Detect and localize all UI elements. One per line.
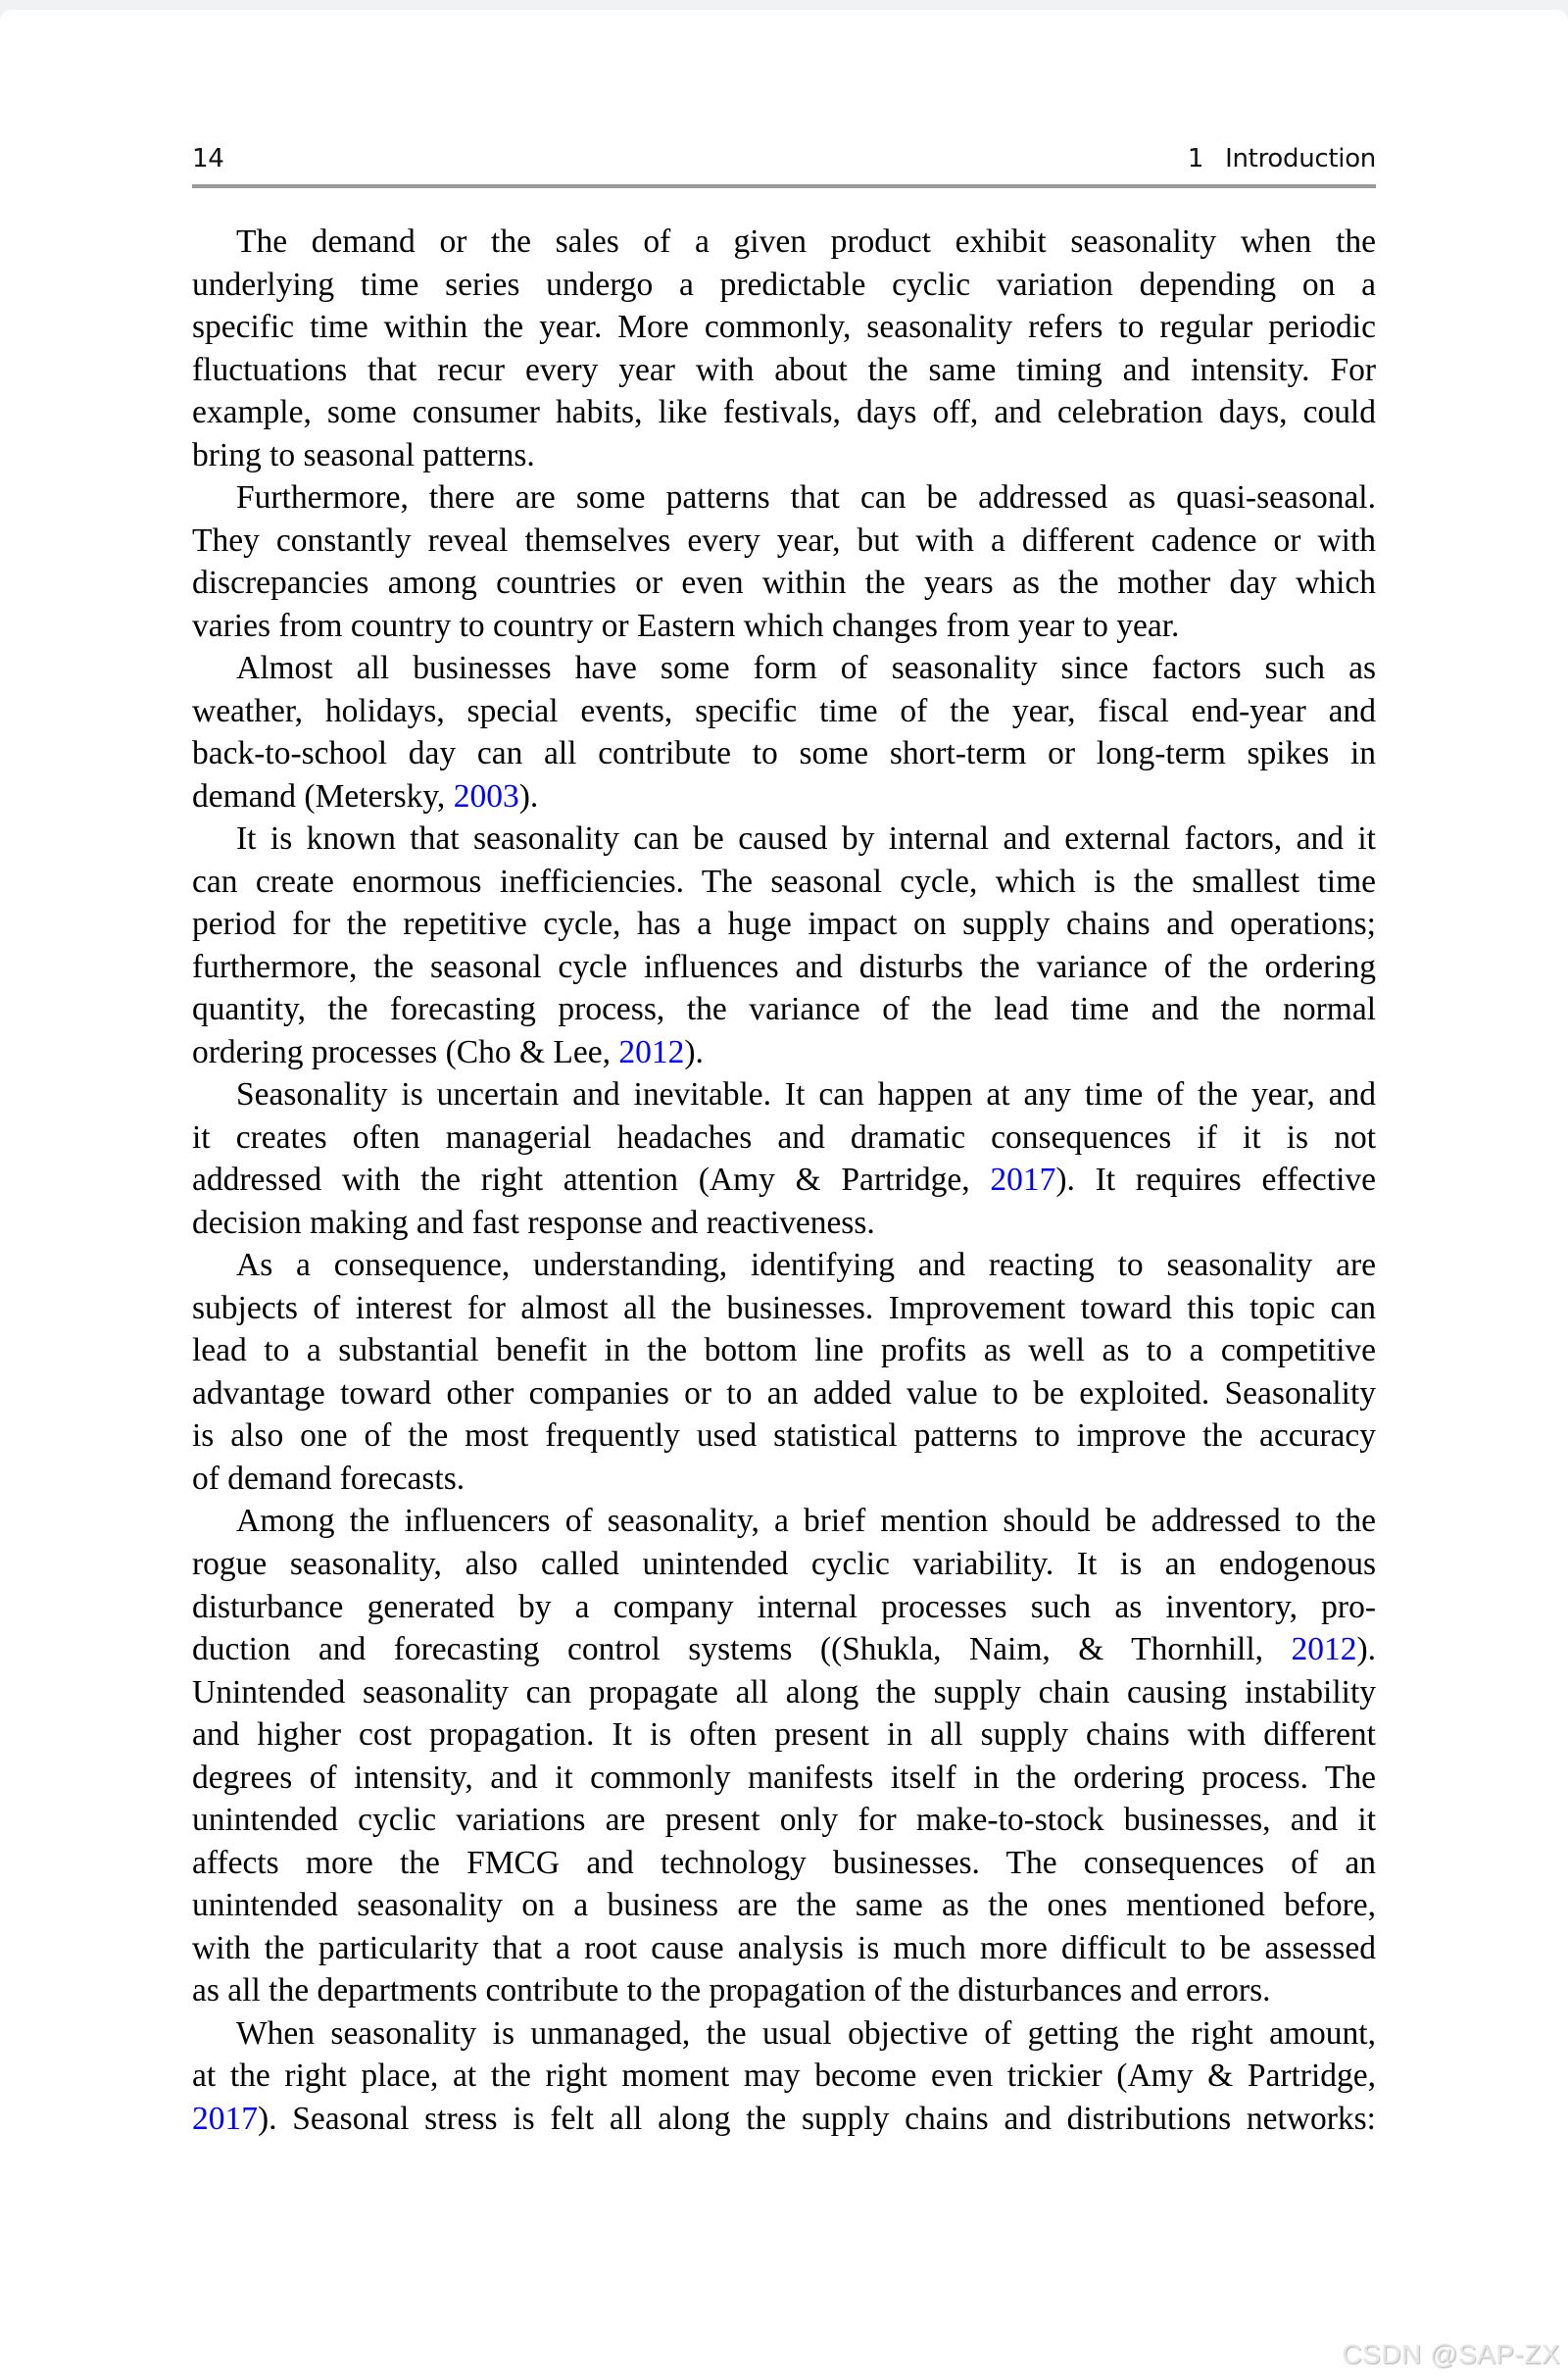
header-rule [192,184,1376,188]
text-span: demand (Metersky, [192,777,454,815]
text-span: it creates often managerial headaches and dramatic consequences if it is not [192,1118,1376,1156]
text-line [192,1713,1376,1757]
citation-year-link[interactable]: 2012 [618,1033,685,1070]
paragraph [192,1500,1376,2011]
citation-year-link[interactable]: 2003 [453,777,519,815]
watermark: CSDN @SAP-ZX [1342,2339,1560,2369]
text-span: Seasonality is uncertain and inevitable. It can happen at any time of the year, and [236,1076,1376,1114]
text-span: rogue seasonality, also called unintended cyclic variability. It is an endogenous [192,1545,1376,1582]
text-line [192,1543,1376,1586]
text-span: at the right place, at the right moment may become even trickier (Amy & Partridge, [192,2058,1376,2095]
text-span: Almost all businesses have some form of seasonality since factors such as [236,650,1376,687]
paragraph [192,476,1376,647]
text-span: Unintended seasonality can propagate all along the supply chain causing instability [192,1673,1376,1711]
text-span: underlying time series undergo a predictable cyclic variation depending on a [192,266,1376,303]
text-line [192,1799,1376,1842]
text-span: quantity, the forecasting process, the variance of the lead time and the normal [192,991,1376,1028]
text-span: degrees of intensity, and it commonly manifests itself in the ordering process. The [192,1759,1376,1796]
paragraph [192,1244,1376,1500]
text-line [192,520,1376,563]
text-span: addressed with the right attention (Amy & Partridge, [192,1162,991,1199]
text-span: The demand or the sales of a given product exhibit seasonality when the [236,223,1376,260]
paragraph [192,2012,1376,2141]
text-line [192,946,1376,989]
text-line [192,1287,1376,1330]
text-span: bring to seasonal patterns. [192,436,535,473]
text-span: varies from country to country or Eastern which changes from year to year. [192,607,1180,644]
text-line [192,861,1376,904]
text-span: ). Seasonal stress is felt all along the supply chains and distributions networks: [258,2100,1376,2137]
text-line [192,1500,1376,1543]
text-line [192,1757,1376,1800]
text-line [192,1073,1376,1116]
paragraph [192,647,1376,818]
text-span: unintended seasonality on a business are the same as the ones mentioned before, [192,1887,1376,1924]
text-span: advantage toward other companies or to an added value to be exploited. Seasonality [192,1374,1376,1412]
chapter-number: 1 [1187,144,1204,174]
paragraph [192,221,1376,476]
text-span: They constantly reveal themselves every year, but with a different cadence or with [192,521,1376,559]
text-line [192,1671,1376,1714]
paragraph [192,818,1376,1073]
text-span: specific time within the year. More commonly, seasonality refers to regular periodic [192,309,1376,346]
text-span: ). [1356,1631,1376,1668]
text-line [192,1372,1376,1415]
text-line [192,349,1376,392]
text-span: period for the repetitive cycle, has a huge impact on supply chains and operations; [192,906,1376,943]
text-line [192,988,1376,1031]
text-line [192,1842,1376,1885]
text-span: ). [684,1033,704,1070]
text-line [192,775,1376,818]
text-line [192,391,1376,434]
text-span: unintended cyclic variations are present only for make-to-stock businesses, and it [192,1802,1376,1839]
text-span: weather, holidays, special events, specific time of the year, fiscal end-year and [192,692,1376,729]
text-span: lead to a substantial benefit in the bottom line profits as well as to a competitive [192,1332,1376,1369]
text-line [192,2012,1376,2056]
text-span: example, some consumer habits, like festivals, days off, and celebration days, could [192,394,1376,431]
text-span: furthermore, the seasonal cycle influences and disturbs the variance of the ordering [192,948,1376,985]
text-span: is also one of the most frequently used statistical patterns to improve the accuracy [192,1417,1376,1455]
text-span: Among the influencers of seasonality, a brief mention should be addressed to the [236,1503,1376,1540]
text-line [192,2055,1376,2098]
text-span: affects more the FMCG and technology businesses. The consequences of an [192,1844,1376,1881]
text-line [192,562,1376,605]
text-line [192,221,1376,264]
citation-year-link[interactable]: 2017 [192,2100,258,2137]
text-span: When seasonality is unmanaged, the usual objective of getting the right amount, [236,2014,1376,2052]
text-line [192,2098,1376,2141]
text-span: with the particularity that a root cause analysis is much more difficult to be assessed [192,1929,1376,1966]
text-line [192,264,1376,307]
text-span: back-to-school day can all contribute to some short-term or long-term spikes in [192,735,1376,772]
text-span: disturbance generated by a company internal processes such as inventory, pro- [192,1588,1376,1625]
text-line [192,1969,1376,2012]
text-span: ordering processes (Cho & Lee, [192,1033,619,1070]
text-span: duction and forecasting control systems ((Shukla, Naim, & Thornhill, [192,1631,1292,1668]
text-line [192,1458,1376,1501]
text-line [192,1414,1376,1458]
text-line [192,1586,1376,1629]
body-text [192,221,1376,2140]
text-line [192,647,1376,690]
text-span: It is known that seasonality can be caused by internal and external factors, and it [236,820,1376,858]
text-span: and higher cost propagation. It is often present in all supply chains with different [192,1716,1376,1754]
text-line [192,1031,1376,1074]
text-span: ). It requires effective [1055,1162,1376,1199]
text-span: can create enormous inefficiencies. The seasonal cycle, which is the smallest time [192,863,1376,900]
text-line [192,1116,1376,1160]
text-line [192,1628,1376,1671]
text-line [192,434,1376,477]
text-line [192,306,1376,349]
text-line [192,1884,1376,1927]
text-line [192,818,1376,861]
page-number: 14 [192,144,224,174]
citation-year-link[interactable]: 2012 [1291,1631,1357,1668]
text-span: as all the departments contribute to the propagation of the disturbances and errors. [192,1972,1271,2009]
citation-year-link[interactable]: 2017 [990,1162,1056,1199]
text-line [192,690,1376,733]
text-line [192,1202,1376,1245]
text-span: discrepancies among countries or even within the years as the mother day which [192,565,1376,602]
chapter-title: Introduction [1225,144,1376,174]
text-span: subjects of interest for almost all the businesses. Improvement toward this topic can [192,1289,1376,1326]
text-line [192,903,1376,946]
text-line [192,605,1376,648]
text-span: fluctuations that recur every year with about the same timing and intensity. For [192,351,1376,388]
text-span: of demand forecasts. [192,1460,466,1497]
paragraph [192,1073,1376,1244]
running-head [192,144,1376,179]
text-line [192,1927,1376,1970]
text-span: As a consequence, understanding, identifying and reacting to seasonality are [236,1247,1376,1284]
document-page [0,10,1568,2380]
text-line [192,1329,1376,1372]
text-span: ). [518,777,539,815]
text-line [192,1244,1376,1287]
text-line [192,732,1376,775]
text-span: Furthermore, there are some patterns that can be addressed as quasi-seasonal. [236,479,1376,517]
text-line [192,476,1376,520]
text-line [192,1159,1376,1202]
text-span: decision making and fast response and reactiveness. [192,1204,875,1241]
chapter-heading [1188,144,1376,174]
